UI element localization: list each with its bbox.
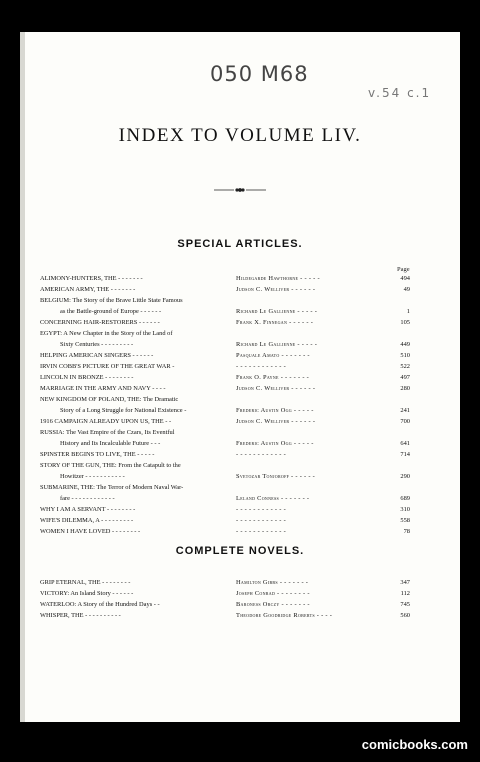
entry-title: WHY I AM A SERVANT - - - - - - - - xyxy=(40,506,136,513)
entry-title: AMERICAN ARMY, THE - - - - - - - xyxy=(40,286,136,293)
special-articles-list xyxy=(40,273,410,537)
handwritten-call-number: 050 M68 xyxy=(210,62,309,86)
index-entry xyxy=(40,284,410,295)
index-entry xyxy=(40,588,410,599)
entry-title: EGYPT: A New Chapter in the Story of the Land of xyxy=(40,330,173,337)
index-entry xyxy=(40,504,410,515)
index-entry xyxy=(40,526,410,537)
entry-title: CONCERNING HAIR-RESTORERS - - - - - - xyxy=(40,319,160,326)
entry-page-number: 689 xyxy=(400,495,410,502)
entry-page-number: 1 xyxy=(406,308,410,315)
entry-page-number: 310 xyxy=(400,506,410,513)
entry-page-number: 449 xyxy=(400,341,410,348)
entry-page-number: 641 xyxy=(400,440,410,447)
entry-title: MARRIAGE IN THE ARMY AND NAVY - - - - xyxy=(40,385,166,392)
index-entry xyxy=(40,405,410,416)
entry-title: STORY OF THE GUN, THE: From the Catapult to the xyxy=(40,462,181,469)
index-entry xyxy=(40,361,410,372)
entry-author: Frederic Austin Ogg - - - - - xyxy=(236,407,314,414)
index-entry xyxy=(40,449,410,460)
entry-page-number: 700 xyxy=(400,418,410,425)
watermark: comicbooks.com xyxy=(361,737,468,752)
entry-author: Frank X. Finnegan - - - - - - xyxy=(236,319,314,326)
entry-author: Frank O. Payne - - - - - - - xyxy=(236,374,310,381)
entry-page-number: 510 xyxy=(400,352,410,359)
entry-page-number: 745 xyxy=(400,601,410,608)
entry-title: History and Its Incalculable Future - - - xyxy=(60,440,161,447)
index-entry xyxy=(40,416,410,427)
index-entry xyxy=(40,339,410,350)
entry-author: - - - - - - - - - - - - xyxy=(236,506,287,513)
entry-page-number: 494 xyxy=(400,275,410,282)
entry-page-number: 347 xyxy=(400,579,410,586)
entry-title: 1916 CAMPAIGN ALREADY UPON US, THE - - xyxy=(40,418,172,425)
entry-title: ALIMONY-HUNTERS, THE - - - - - - - xyxy=(40,275,143,282)
entry-title: LINCOLN IN BRONZE - - - - - - - - xyxy=(40,374,134,381)
complete-novels-heading: COMPLETE NOVELS. xyxy=(175,545,305,557)
entry-author: Judson C. Welliver - - - - - - xyxy=(236,385,316,392)
index-entry xyxy=(40,471,410,482)
entry-title: NEW KINGDOM OF POLAND, THE: The Dramatic xyxy=(40,396,179,403)
entry-author: Leland Conness - - - - - - - xyxy=(236,495,310,502)
index-entry xyxy=(40,493,410,504)
page-column-header: Page xyxy=(397,266,410,273)
index-entry xyxy=(40,482,410,493)
entry-author: - - - - - - - - - - - - xyxy=(236,528,287,535)
entry-title: WIFE'S DILEMMA, A - - - - - - - - - xyxy=(40,517,134,524)
entry-author: - - - - - - - - - - - - xyxy=(236,363,287,370)
entry-title: HELPING AMERICAN SINGERS - - - - - - xyxy=(40,352,154,359)
index-entry xyxy=(40,438,410,449)
entry-title: Story of a Long Struggle for National Existence - xyxy=(60,407,187,414)
entry-page-number: 78 xyxy=(403,528,410,535)
index-entry xyxy=(40,350,410,361)
entry-author: Judson C. Welliver - - - - - - xyxy=(236,418,316,425)
entry-author: - - - - - - - - - - - - xyxy=(236,451,287,458)
entry-page-number: 290 xyxy=(400,473,410,480)
entry-title: Howitzer - - - - - - - - - - - xyxy=(60,473,125,480)
entry-page-number: 49 xyxy=(403,286,410,293)
entry-page-number: 522 xyxy=(400,363,410,370)
index-entry xyxy=(40,577,410,588)
entry-page-number: 112 xyxy=(400,590,410,597)
index-entry xyxy=(40,515,410,526)
special-articles-heading: SPECIAL ARTICLES. xyxy=(177,238,303,250)
index-entry xyxy=(40,306,410,317)
entry-page-number: 280 xyxy=(400,385,410,392)
entry-author: Joseph Conrad - - - - - - - - xyxy=(236,590,310,597)
entry-author: Judson C. Welliver - - - - - - xyxy=(236,286,316,293)
handwritten-volume-note: v.54 c.1 xyxy=(368,86,432,100)
entry-title: RUSSIA: The Vast Empire of the Czars, Its Eventful xyxy=(40,429,175,436)
entry-author: Richard Le Gallienne - - - - - xyxy=(236,308,318,315)
entry-page-number: 558 xyxy=(400,517,410,524)
entry-author: Frederic Austin Ogg - - - - - xyxy=(236,440,314,447)
index-entry xyxy=(40,273,410,284)
entry-author: Pasquale Amato - - - - - - - xyxy=(236,352,310,359)
entry-title: BELGIUM: The Story of the Brave Little State Famous xyxy=(40,297,183,304)
index-entry xyxy=(40,610,410,621)
entry-author: Hildegarde Hawthorne - - - - - xyxy=(236,275,320,282)
index-entry xyxy=(40,599,410,610)
index-entry xyxy=(40,295,410,306)
entry-author: Hamilton Gibbs - - - - - - - xyxy=(236,579,309,586)
entry-title: fare - - - - - - - - - - - - xyxy=(60,495,115,502)
index-entry xyxy=(40,383,410,394)
entry-page-number: 560 xyxy=(400,612,410,619)
index-entry xyxy=(40,460,410,471)
entry-title: SPINSTER BEGINS TO LIVE, THE - - - - - xyxy=(40,451,155,458)
entry-title: VICTORY: An Island Story - - - - - - xyxy=(40,590,134,597)
complete-novels-list xyxy=(40,577,410,621)
entry-author: Richard Le Gallienne - - - - - xyxy=(236,341,318,348)
entry-author: - - - - - - - - - - - - xyxy=(236,517,287,524)
index-entry xyxy=(40,394,410,405)
entry-title: WATERLOO: A Story of the Hundred Days - - xyxy=(40,601,160,608)
index-entry xyxy=(40,372,410,383)
entry-page-number: 714 xyxy=(400,451,410,458)
entry-author: Svetozar Tonjoroff - - - - - - xyxy=(236,473,316,480)
entry-title: IRVIN COBB'S PICTURE OF THE GREAT WAR - xyxy=(40,363,175,370)
entry-page-number: 105 xyxy=(400,319,410,326)
entry-title: GRIP ETERNAL, THE - - - - - - - - xyxy=(40,579,131,586)
index-entry xyxy=(40,317,410,328)
entry-author: Theodore Goodridge Roberts - - - - xyxy=(236,612,333,619)
entry-page-number: 497 xyxy=(400,374,410,381)
entry-title: SUBMARINE, THE: The Terror of Modern Naval War- xyxy=(40,484,184,491)
ornament-divider-icon xyxy=(214,185,266,195)
index-entry xyxy=(40,328,410,339)
entry-title: WHISPER, THE - - - - - - - - - - xyxy=(40,612,121,619)
entry-title: WOMEN I HAVE LOVED - - - - - - - - xyxy=(40,528,141,535)
index-entry xyxy=(40,427,410,438)
entry-title: Sixty Centuries - - - - - - - - - xyxy=(60,341,134,348)
entry-title: as the Battle-ground of Europe - - - - - - xyxy=(60,308,162,315)
entry-author: Baroness Orczy - - - - - - - xyxy=(236,601,310,608)
page-title: INDEX TO VOLUME LIV. xyxy=(118,125,362,146)
entry-page-number: 241 xyxy=(400,407,410,414)
